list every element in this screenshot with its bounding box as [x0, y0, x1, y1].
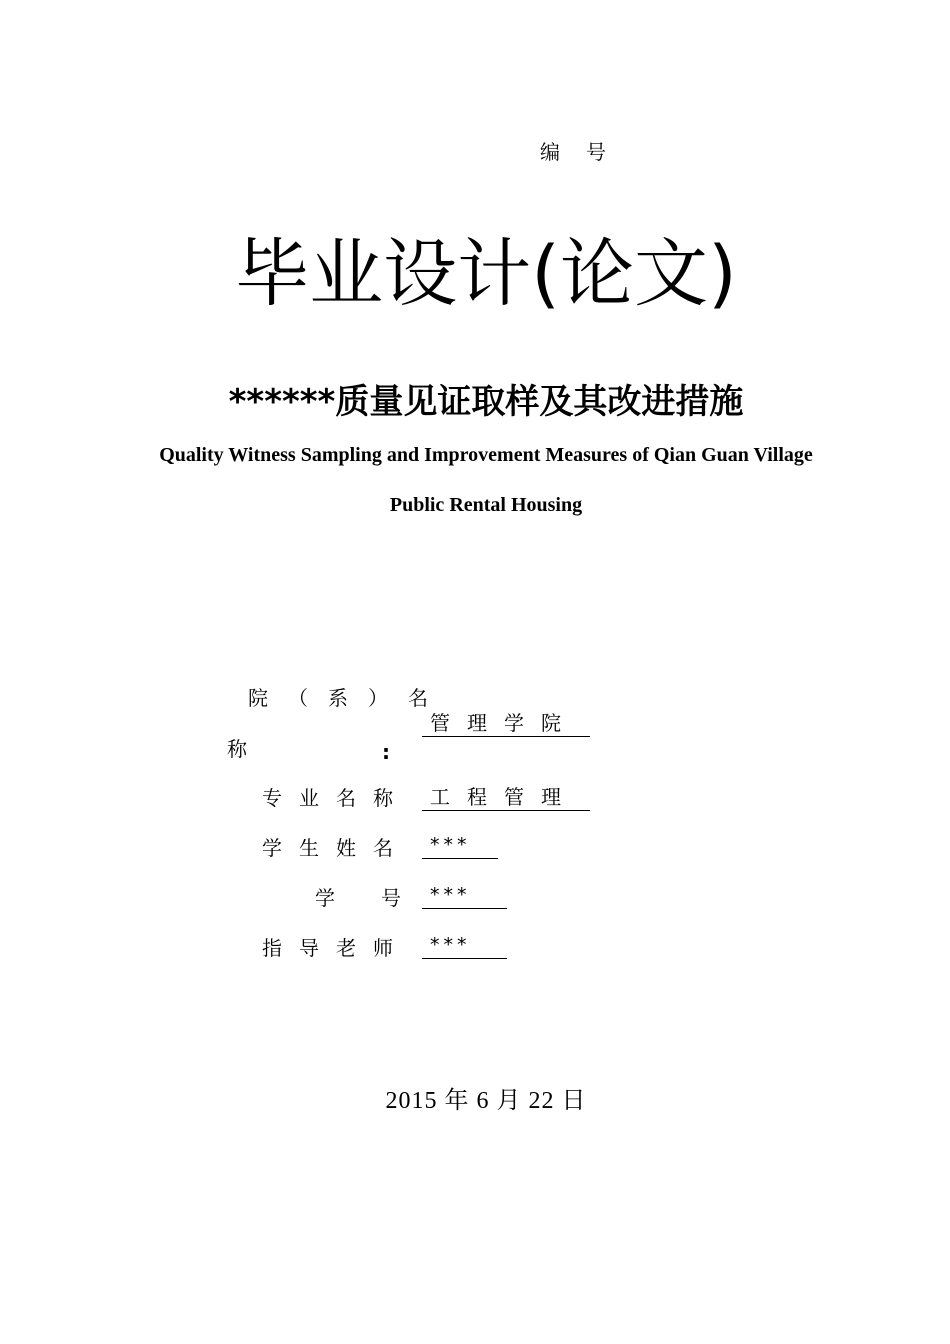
advisor-label: 指导老师: [262, 936, 410, 960]
student-name-label: 学生姓名: [262, 836, 410, 860]
student-id-label-left: 学: [315, 886, 335, 910]
thesis-title-english: Quality Witness Sampling and Improvement Measures of Qian Guan Village Public Rental Housing: [159, 444, 813, 516]
thesis-title-chinese: ******质量见证取样及其改进措施: [228, 382, 744, 422]
department-value: 管理学院: [422, 710, 590, 737]
department-label-colon: :: [382, 740, 390, 764]
department-label-line1: 院（系）名: [248, 686, 448, 710]
submission-date: 2015 年 6 月 22 日: [385, 1088, 587, 1114]
major-value: 工程管理: [422, 784, 590, 811]
student-name-value: ***: [422, 832, 498, 859]
student-id-label-right: 号: [381, 886, 401, 910]
student-id-value: ***: [422, 882, 507, 909]
advisor-value: ***: [422, 932, 507, 959]
document-type-heading: 毕业设计(论文): [235, 231, 737, 317]
department-label-line2: 称: [227, 737, 247, 761]
serial-number-label: 编号: [540, 140, 632, 164]
major-label: 专业名称: [262, 786, 410, 810]
